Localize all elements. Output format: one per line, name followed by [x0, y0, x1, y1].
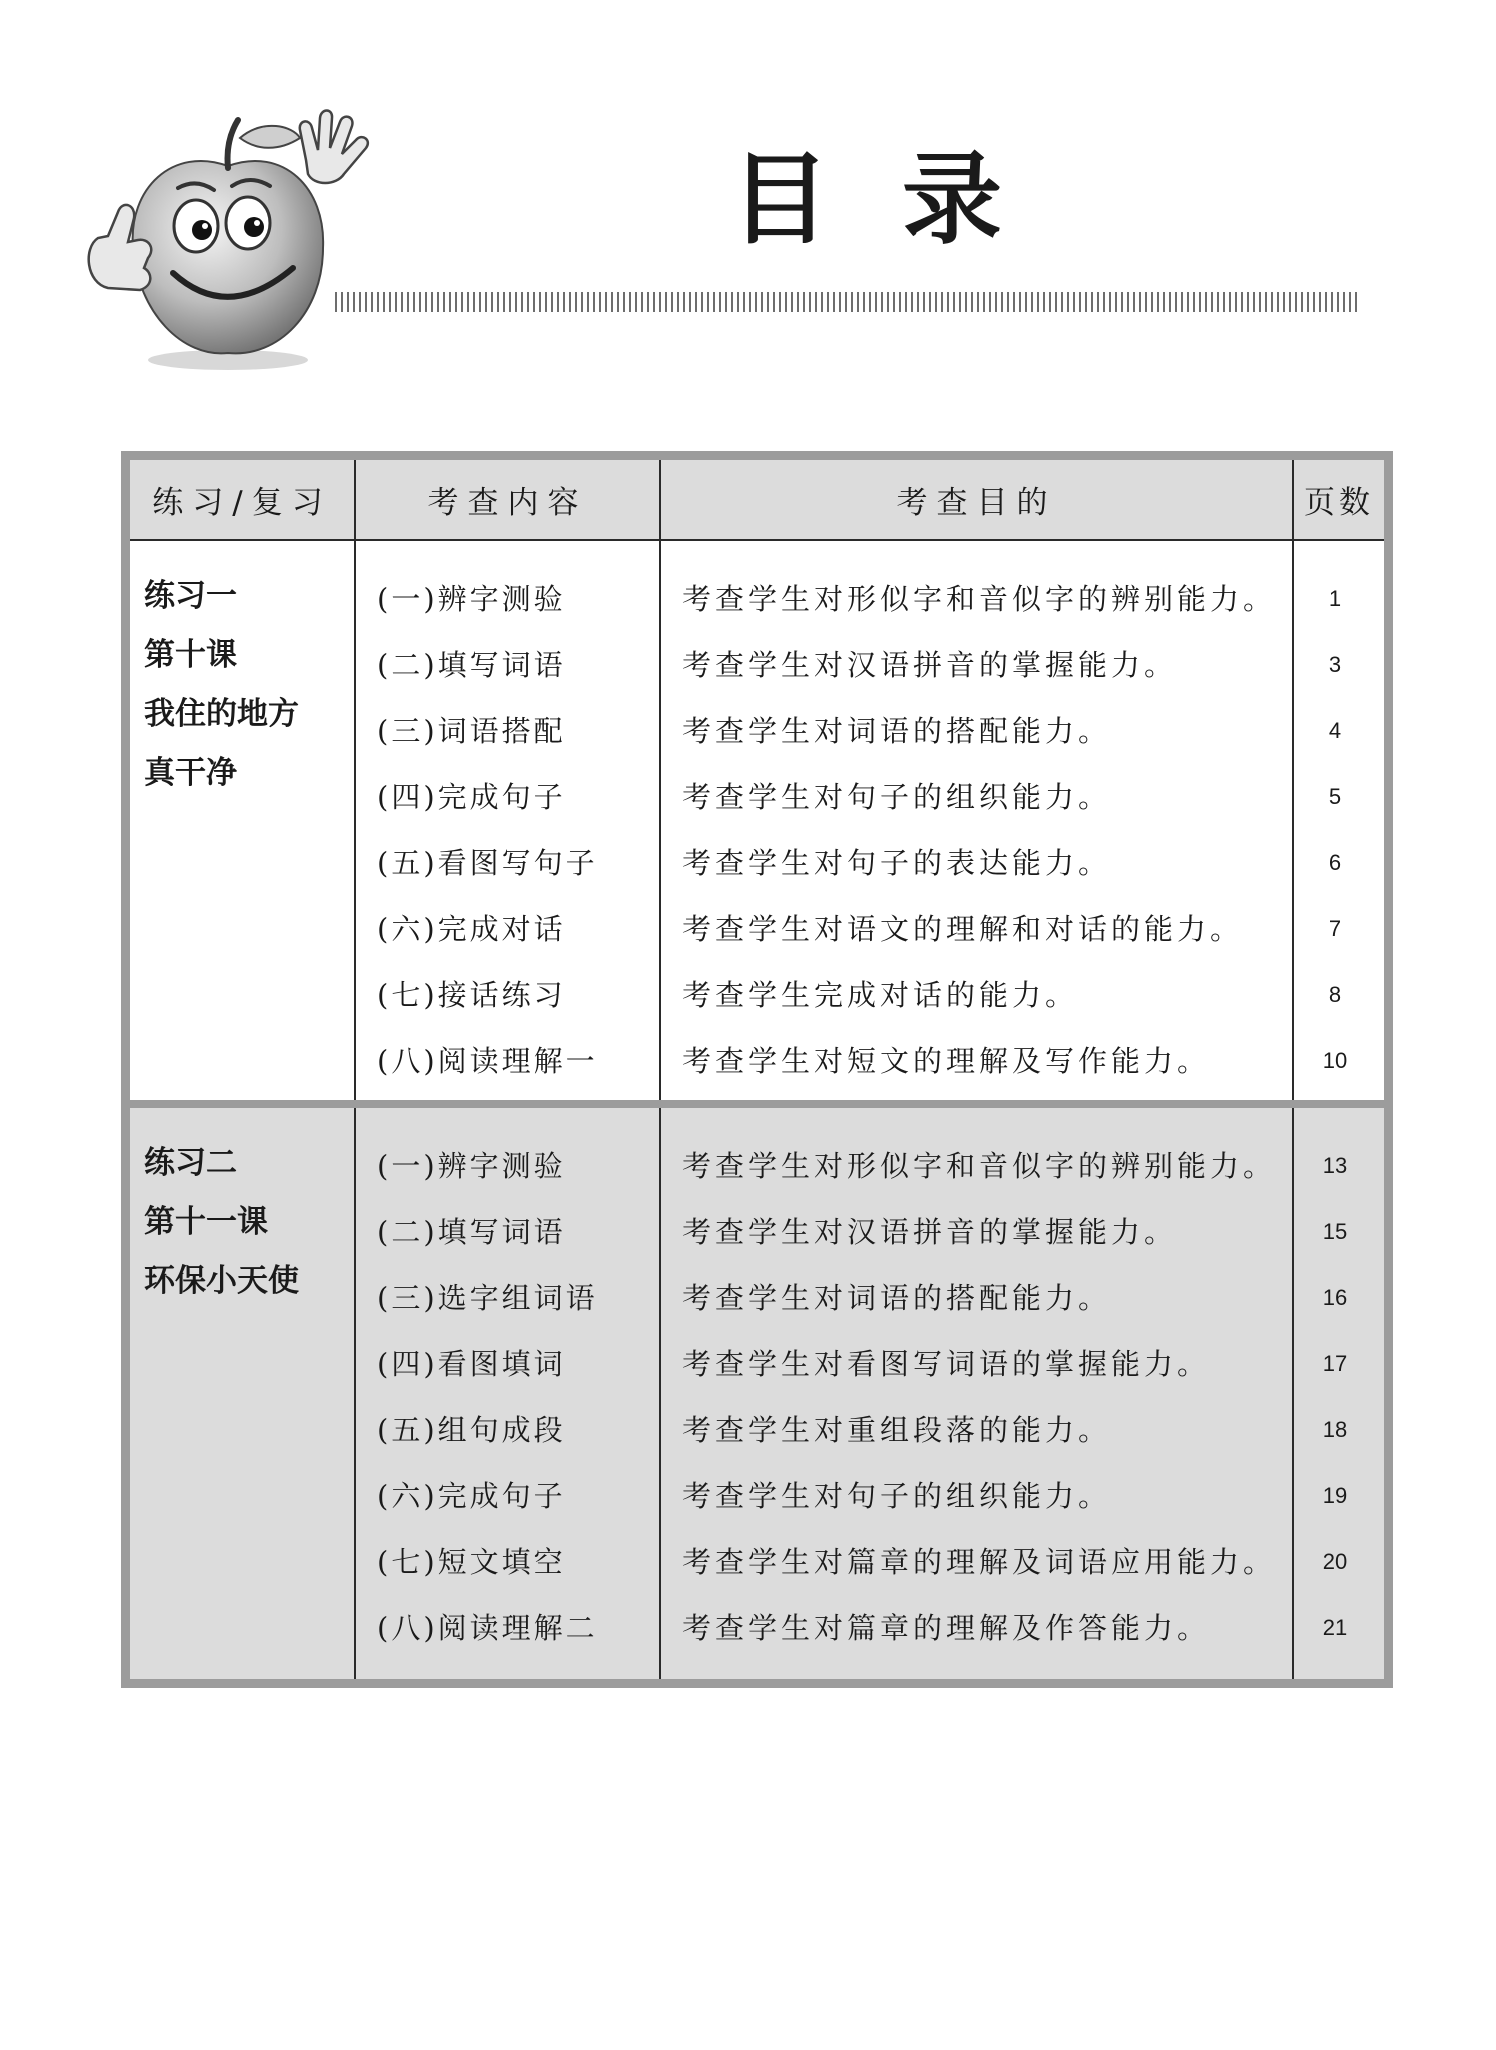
page-title: 目录 — [730, 141, 1074, 258]
purpose-item: 考查学生对形似字和音似字的辨别能力。 — [682, 582, 1277, 616]
section-pages — [1293, 1104, 1384, 1679]
table-of-contents — [121, 451, 1393, 1688]
content-item: (五)看图写句子 — [377, 846, 598, 880]
content-item: (六)完成句子 — [377, 1479, 566, 1513]
lesson-line: 我住的地方 — [144, 696, 299, 731]
content-item: (八)阅读理解一 — [377, 1044, 598, 1078]
purpose-item: 考查学生对汉语拼音的掌握能力。 — [682, 1215, 1178, 1249]
purpose-item: 考查学生对篇章的理解及作答能力。 — [682, 1611, 1211, 1645]
toc-header-row — [130, 460, 1384, 540]
header-purpose: 考查目的 — [660, 460, 1293, 540]
section-purposes — [660, 1104, 1293, 1679]
header-content: 考查内容 — [355, 460, 660, 540]
page-number: 10 — [1322, 1048, 1348, 1073]
section-contents — [355, 1104, 660, 1679]
lesson-line: 练习一 — [144, 578, 237, 613]
content-item: (五)组句成段 — [377, 1413, 566, 1447]
purpose-item: 考查学生对看图写词语的掌握能力。 — [682, 1347, 1211, 1381]
purpose-item: 考查学生对词语的搭配能力。 — [682, 1281, 1112, 1315]
section-row — [130, 1104, 1384, 1679]
purpose-item: 考查学生对汉语拼音的掌握能力。 — [682, 648, 1178, 682]
page-number: 20 — [1322, 1549, 1348, 1574]
page-number: 15 — [1322, 1219, 1348, 1244]
lesson-line: 真干净 — [144, 755, 237, 790]
page-number: 19 — [1322, 1483, 1348, 1508]
section-lesson — [130, 1104, 355, 1679]
page-number: 13 — [1322, 1153, 1348, 1178]
page-number: 6 — [1328, 850, 1342, 875]
lesson-line: 练习二 — [144, 1145, 237, 1180]
page-number: 4 — [1328, 718, 1342, 743]
content-item: (六)完成对话 — [377, 912, 566, 946]
purpose-item: 考查学生对词语的搭配能力。 — [682, 714, 1112, 748]
purpose-item: 考查学生对句子的组织能力。 — [682, 780, 1112, 814]
section-purposes — [660, 540, 1293, 1104]
purpose-item: 考查学生完成对话的能力。 — [682, 978, 1079, 1012]
apple-mascot-icon — [78, 108, 378, 378]
content-item: (七)接话练习 — [377, 978, 566, 1012]
page-number: 17 — [1322, 1351, 1348, 1376]
content-item: (二)填写词语 — [377, 648, 566, 682]
purpose-item: 考查学生对形似字和音似字的辨别能力。 — [682, 1149, 1277, 1183]
page-number: 8 — [1328, 982, 1342, 1007]
content-item: (四)看图填词 — [377, 1347, 566, 1381]
purpose-item: 考查学生对短文的理解及写作能力。 — [682, 1044, 1211, 1078]
content-item: (三)选字组词语 — [377, 1281, 598, 1315]
lesson-line: 第十课 — [144, 637, 237, 672]
header-exercise: 练习/复习 — [130, 460, 355, 540]
page-number: 1 — [1328, 586, 1342, 611]
content-item: (一)辨字测验 — [377, 582, 566, 616]
content-item: (三)词语搭配 — [377, 714, 566, 748]
content-item: (八)阅读理解二 — [377, 1611, 598, 1645]
section-pages — [1293, 540, 1384, 1104]
page-number: 3 — [1328, 652, 1342, 677]
lesson-line: 第十一课 — [144, 1204, 268, 1239]
page-number: 5 — [1328, 784, 1342, 809]
content-item: (七)短文填空 — [377, 1545, 566, 1579]
header-page: 页数 — [1293, 460, 1384, 540]
page-number: 18 — [1322, 1417, 1348, 1442]
content-item: (二)填写词语 — [377, 1215, 566, 1249]
page-number: 21 — [1322, 1615, 1348, 1640]
title-divider — [335, 292, 1357, 312]
purpose-item: 考查学生对句子的表达能力。 — [682, 846, 1112, 880]
purpose-item: 考查学生对语文的理解和对话的能力。 — [682, 912, 1244, 946]
section-lesson — [130, 540, 355, 1104]
page-number: 7 — [1328, 916, 1342, 941]
content-item: (一)辨字测验 — [377, 1149, 566, 1183]
purpose-item: 考查学生对重组段落的能力。 — [682, 1413, 1112, 1447]
lesson-line: 环保小天使 — [144, 1263, 299, 1298]
section-contents — [355, 540, 660, 1104]
purpose-item: 考查学生对篇章的理解及词语应用能力。 — [682, 1545, 1277, 1579]
section-row — [130, 540, 1384, 1104]
purpose-item: 考查学生对句子的组织能力。 — [682, 1479, 1112, 1513]
page-number: 16 — [1322, 1285, 1348, 1310]
content-item: (四)完成句子 — [377, 780, 566, 814]
